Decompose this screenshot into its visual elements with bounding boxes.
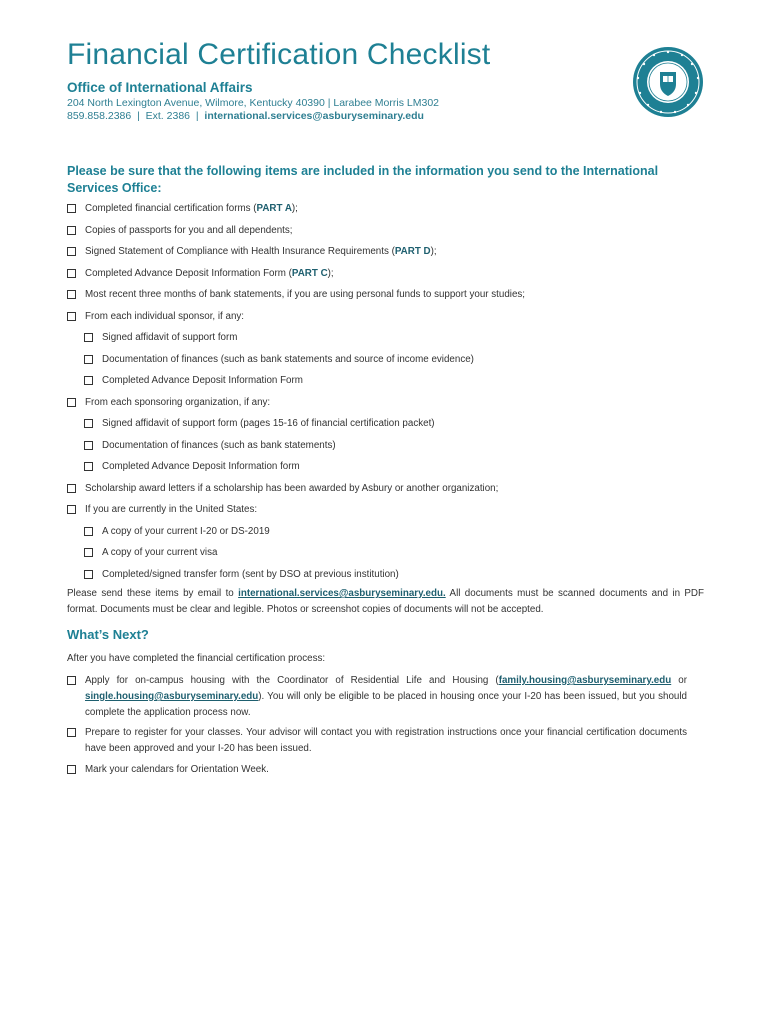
checkbox-icon xyxy=(84,376,93,385)
office-ext: Ext. 2386 xyxy=(145,110,191,122)
checkbox-icon xyxy=(67,676,76,685)
checklist-item: Completed financial certification forms (PART A); xyxy=(67,202,707,224)
send-instructions: Please send these items by email to international.services@asburyseminary.edu. All documents must be scanned documents and in PDF format. Documents must be clear and legible. Photos or screenshot copies of documents will not be accepted. xyxy=(67,588,704,615)
office-contact: 859.858.2386 | Ext. 2386 | international.services@asburyseminary.edu xyxy=(67,110,424,122)
checkbox-icon xyxy=(67,398,76,407)
checklist-subitem: Completed/signed transfer form (sent by DSO at previous institution) xyxy=(67,568,707,590)
page-title: Financial Certification Checklist xyxy=(67,38,491,71)
checklist-item: From each individual sponsor, if any: xyxy=(67,310,707,332)
office-email-link[interactable]: international.services@asburyseminary.edu xyxy=(204,110,424,122)
checkbox-icon xyxy=(67,204,76,213)
checkbox-icon xyxy=(67,290,76,299)
checklist-subitem: Completed Advance Deposit Information form xyxy=(67,460,707,482)
checklist-subitem: A copy of your current I-20 or DS-2019 xyxy=(67,525,707,547)
checklist-item: Scholarship award letters if a scholarship has been awarded by Asbury or another organization; xyxy=(67,482,707,504)
checklist-subitem: Documentation of finances (such as bank statements and source of income evidence) xyxy=(67,353,707,375)
send-email-link[interactable]: international.services@asburyseminary.edu. xyxy=(238,588,446,599)
checklist-subitem: A copy of your current visa xyxy=(67,546,707,568)
office-phone: 859.858.2386 xyxy=(67,110,132,122)
checklist-item: Most recent three months of bank statements, if you are using personal funds to support your studies; xyxy=(67,288,707,310)
checklist-subitem: Signed affidavit of support form xyxy=(67,331,707,353)
checkbox-icon xyxy=(84,333,93,342)
checkbox-icon xyxy=(67,484,76,493)
seminary-seal-icon xyxy=(632,46,704,118)
checkbox-icon xyxy=(84,570,93,579)
checkbox-icon xyxy=(67,728,76,737)
whats-next-heading: What’s Next? xyxy=(67,627,149,642)
checkbox-icon xyxy=(84,419,93,428)
family-housing-email-link[interactable]: family.housing@asburyseminary.edu xyxy=(498,675,672,686)
whats-next-lead: After you have completed the financial certification process: xyxy=(67,653,326,664)
checkbox-icon xyxy=(67,765,76,774)
checklist-subitem: Signed affidavit of support form (pages 15-16 of financial certification packet) xyxy=(67,417,707,439)
next-step-item: Apply for on-campus housing with the Coordinator of Residential Life and Housing (family.housing@asburyseminary.edu or single.housing@asburyseminary.edu). You will only be eligible to be placed in housing once your I-20 has been issued, but you should complete the application process now. xyxy=(67,673,687,721)
checkbox-icon xyxy=(67,226,76,235)
checkbox-icon xyxy=(67,312,76,321)
checkbox-icon xyxy=(84,441,93,450)
checkbox-icon xyxy=(84,548,93,557)
checkbox-icon xyxy=(84,355,93,364)
checklist xyxy=(67,202,707,589)
checkbox-icon xyxy=(84,462,93,471)
checkbox-icon xyxy=(84,527,93,536)
checkbox-icon xyxy=(67,247,76,256)
checklist-item: From each sponsoring organization, if any: xyxy=(67,396,707,418)
office-address: 204 North Lexington Avenue, Wilmore, Kentucky 40390 | Larabee Morris LM302 xyxy=(67,97,439,109)
checklist-item: Completed Advance Deposit Information Form (PART C); xyxy=(67,267,707,289)
checklist-subitem: Documentation of finances (such as bank statements) xyxy=(67,439,707,461)
checkbox-icon xyxy=(67,505,76,514)
office-name: Office of International Affairs xyxy=(67,80,253,95)
next-step-item: Mark your calendars for Orientation Week. xyxy=(67,762,687,778)
checkbox-icon xyxy=(67,269,76,278)
next-step-item: Prepare to register for your classes. Your advisor will contact you with registration instructions once your financial certification documents have been approved and your I-20 has been issued. xyxy=(67,725,687,757)
single-housing-email-link[interactable]: single.housing@asburyseminary.edu xyxy=(85,691,259,702)
checklist-intro: Please be sure that the following items are included in the information you send to the International Services Office: xyxy=(67,164,659,195)
checklist-item: Signed Statement of Compliance with Health Insurance Requirements (PART D); xyxy=(67,245,707,267)
checklist-item: If you are currently in the United States: xyxy=(67,503,707,525)
checklist-subitem: Completed Advance Deposit Information Form xyxy=(67,374,707,396)
checklist-item: Copies of passports for you and all dependents; xyxy=(67,224,707,246)
